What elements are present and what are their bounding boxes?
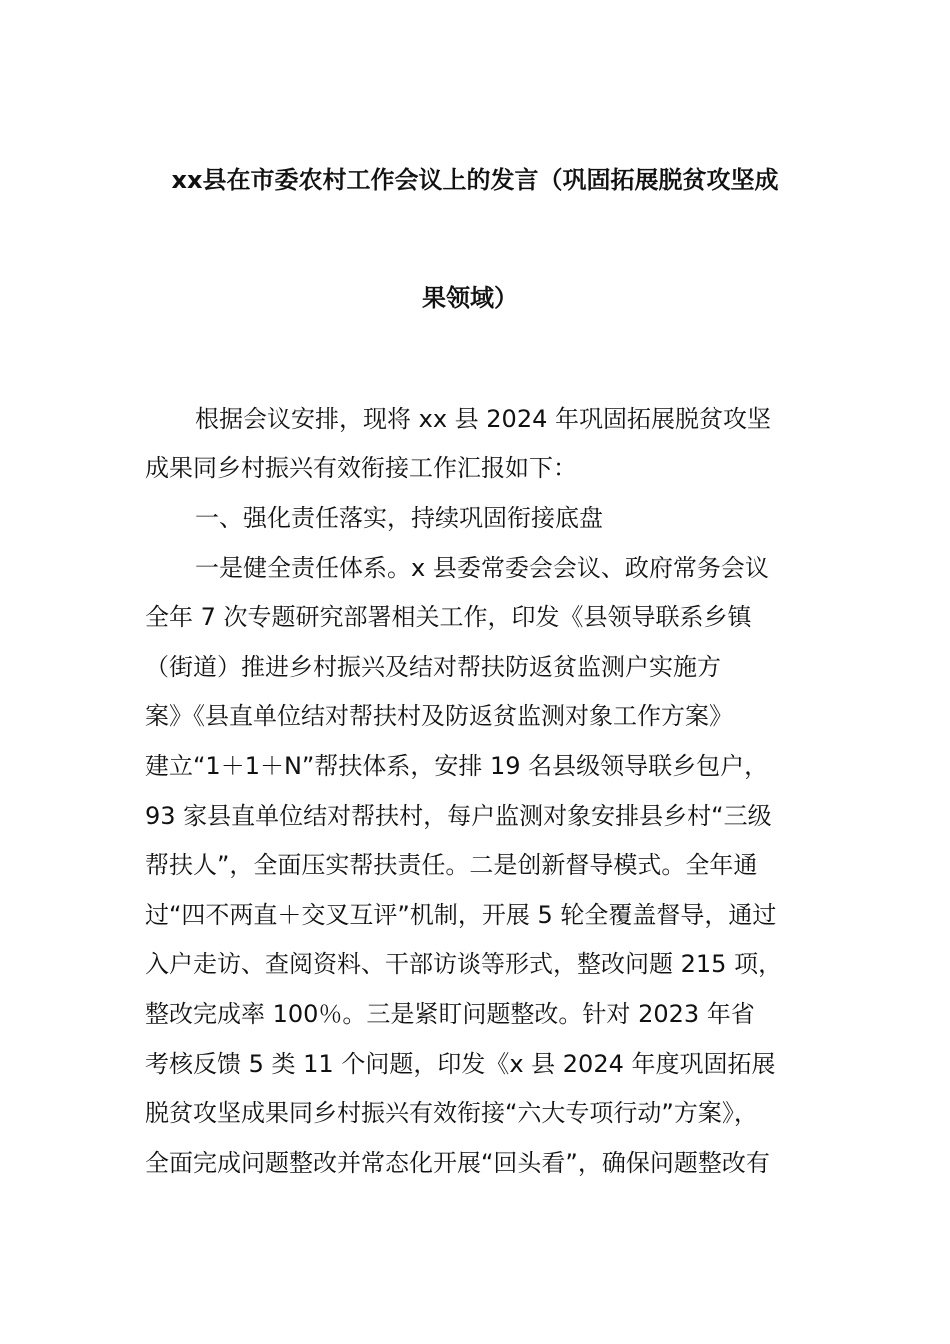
section-heading-1: 一、强化责任落实，持续巩固衔接底盘 [195, 504, 603, 532]
body-line-8: 建立“1＋1＋N”帮扶体系，安排 19 名县级领导联乡包户， [145, 752, 769, 780]
body-line-9: 93 家县直单位结对帮扶村，每户监测对象安排县乡村“三级 [145, 802, 772, 830]
body-line-1: 根据会议安排，现将 xx 县 2024 年巩固拓展脱贫攻坚 [195, 405, 771, 433]
body-line-15: 脱贫攻坚成果同乡村振兴有效衔接“六大专项行动”方案》， [145, 1099, 758, 1127]
body-line-14: 考核反馈 5 类 11 个问题，印发《x 县 2024 年度巩固拓展 [145, 1050, 776, 1078]
body-line-5: 全年 7 次专题研究部署相关工作，印发《县领导联系乡镇 [145, 603, 752, 631]
body-line-7: 案》《县直单位结对帮扶村及防返贫监测对象工作方案》 [145, 702, 733, 730]
body-line-6: （街道）推进乡村振兴及结对帮扶防返贫监测户实施方 [145, 653, 721, 681]
body-line-13: 整改完成率 100％。三是紧盯问题整改。针对 2023 年省 [145, 1000, 755, 1028]
body-line-11: 过“四不两直＋交叉互评”机制，开展 5 轮全覆盖督导，通过 [145, 901, 777, 929]
body-line-12: 入户走访、查阅资料、干部访谈等形式，整改问题 215 项， [145, 950, 783, 978]
body-line-10: 帮扶人”，全面压实帮扶责任。二是创新督导模式。全年通 [145, 851, 758, 879]
document-title-line-2: 果领域） [422, 284, 518, 312]
body-line-16: 全面完成问题整改并常态化开展“回头看”，确保问题整改有 [145, 1149, 770, 1177]
body-line-2: 成果同乡村振兴有效衔接工作汇报如下： [145, 454, 577, 482]
body-line-4: 一是健全责任体系。x 县委常委会会议、政府常务会议 [195, 554, 769, 582]
document-title-line-1: xx县在市委农村工作会议上的发言（巩固拓展脱贫攻坚成 [171, 166, 779, 194]
